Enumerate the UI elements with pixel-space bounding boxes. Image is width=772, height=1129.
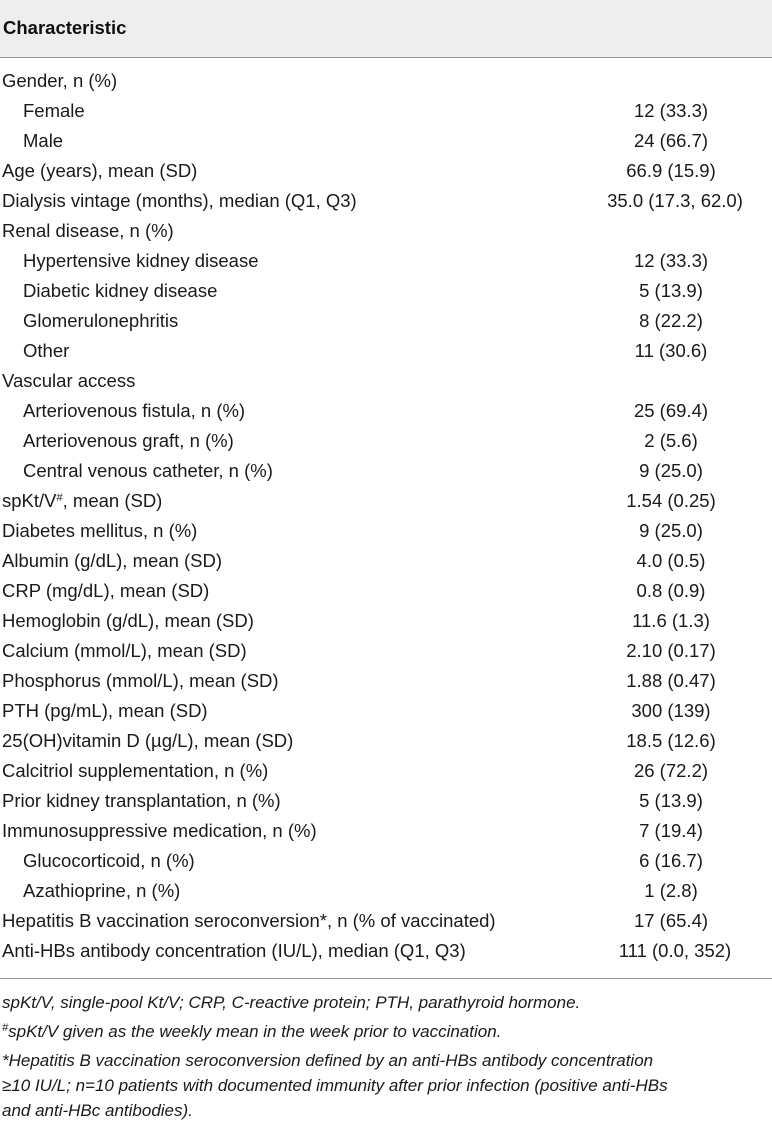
row-label-text: Age (years), mean (SD)	[2, 160, 198, 181]
footnote-hash-text: spKt/V given as the weekly mean in the week prior to vaccination.	[8, 1022, 502, 1041]
table-footnotes	[2, 990, 770, 1127]
row-label	[2, 940, 466, 962]
table-row	[0, 577, 772, 607]
row-label-text: Calcium (mmol/L), mean (SD)	[2, 640, 247, 661]
footnote-hash-mark: #	[2, 1022, 9, 1034]
row-value: 18.5 (12.6)	[626, 730, 716, 751]
row-value: 1.54 (0.25)	[626, 490, 716, 511]
row-label	[23, 880, 180, 902]
row-label-text: Dialysis vintage (months), median (Q1, Q3)	[2, 190, 357, 211]
row-value: 9 (25.0)	[639, 520, 703, 541]
table-row	[0, 187, 772, 217]
row-label-text: Arteriovenous graft, n (%)	[23, 430, 234, 451]
table-row	[0, 397, 772, 427]
row-label-text: Male	[23, 130, 64, 151]
row-label	[2, 70, 117, 92]
row-value: 11 (30.6)	[634, 340, 708, 361]
row-label	[23, 130, 63, 152]
table-row	[0, 157, 772, 187]
table-row	[0, 937, 772, 967]
table-row	[0, 247, 772, 277]
row-label	[23, 340, 69, 362]
table-row	[0, 877, 772, 907]
row-label-text: Glucocorticoid, n (%)	[23, 850, 195, 871]
footnote-abbreviations	[2, 990, 770, 1015]
row-value: 11.6 (1.3)	[632, 610, 710, 631]
table-row	[0, 907, 772, 937]
row-label	[23, 100, 85, 122]
row-value: 4.0 (0.5)	[636, 550, 706, 571]
row-label-text: Female	[23, 100, 85, 121]
row-label	[2, 490, 162, 512]
row-value: 12 (33.3)	[633, 250, 709, 271]
row-label-text: Immunosuppressive medication, n (%)	[2, 820, 317, 841]
table-body	[0, 67, 772, 967]
table-row	[0, 367, 772, 397]
row-label	[23, 400, 245, 422]
row-label	[2, 640, 247, 662]
row-label	[2, 760, 268, 782]
row-label-suffix: , mean (SD)	[62, 490, 163, 511]
row-label-text: Renal disease, n (%)	[2, 220, 174, 241]
row-label	[2, 550, 222, 572]
table-row	[0, 547, 772, 577]
row-label-text: Central venous catheter, n (%)	[23, 460, 273, 481]
row-value: 6 (16.7)	[639, 850, 703, 871]
row-label	[2, 190, 357, 212]
row-label	[2, 670, 279, 692]
row-value: 111 (0.0, 352)	[618, 940, 732, 961]
row-value: 2 (5.6)	[644, 430, 698, 451]
row-label	[2, 160, 197, 182]
row-label	[23, 460, 273, 482]
row-label	[23, 850, 195, 872]
row-value: 5 (13.9)	[639, 280, 703, 301]
row-label-text: Hemoglobin (g/dL), mean (SD)	[2, 610, 254, 631]
footnote-abbreviations-text: spKt/V, single-pool Kt/V; CRP, C-reactive protein; PTH, parathyroid hormone.	[2, 993, 581, 1012]
table-row	[0, 307, 772, 337]
row-label-text: Vascular access	[2, 370, 136, 391]
row-label-text: 25(OH)vitamin D (µg/L), mean (SD)	[2, 730, 294, 751]
table-header	[0, 0, 772, 58]
table-row	[0, 697, 772, 727]
row-label-text: Glomerulonephritis	[23, 310, 179, 331]
row-value: 0.8 (0.9)	[636, 580, 706, 601]
row-label	[2, 370, 135, 392]
table-row	[0, 97, 772, 127]
row-value: 26 (72.2)	[633, 760, 709, 781]
row-label	[2, 700, 208, 722]
table-row	[0, 457, 772, 487]
table-row	[0, 67, 772, 97]
row-value: 2.10 (0.17)	[626, 640, 716, 661]
row-value: 8 (22.2)	[639, 310, 703, 331]
row-label-text: Hepatitis B vaccination seroconversion*, n (% of vaccinated)	[2, 910, 496, 931]
table-row	[0, 757, 772, 787]
row-value: 24 (66.7)	[633, 130, 709, 151]
row-label	[2, 220, 174, 242]
row-label-text: PTH (pg/mL), mean (SD)	[2, 700, 208, 721]
table-row	[0, 127, 772, 157]
table-row	[0, 517, 772, 547]
row-label-text: Calcitriol supplementation, n (%)	[2, 760, 269, 781]
row-value: 300 (139)	[631, 700, 711, 721]
table-row	[0, 217, 772, 247]
table-row	[0, 727, 772, 757]
row-value: 17 (65.4)	[633, 910, 709, 931]
row-label	[2, 610, 254, 632]
row-value: 35.0 (17.3, 62.0)	[607, 190, 743, 211]
row-label	[2, 910, 496, 932]
row-label-text: Other	[23, 340, 70, 361]
row-label	[23, 250, 259, 272]
footnote-star-line-2: ≥10 IU/L; n=10 patients with documented immunity after prior infection (positive anti-HBs	[2, 1076, 668, 1095]
row-label	[2, 520, 197, 542]
table-row	[0, 847, 772, 877]
footnote-hash	[2, 1019, 770, 1044]
row-value: 25 (69.4)	[633, 400, 709, 421]
row-label-text: Phosphorus (mmol/L), mean (SD)	[2, 670, 279, 691]
row-label	[2, 730, 293, 752]
row-value: 7 (19.4)	[639, 820, 703, 841]
row-label	[2, 580, 209, 602]
row-label-text: CRP (mg/dL), mean (SD)	[2, 580, 210, 601]
table-row	[0, 787, 772, 817]
row-value: 12 (33.3)	[633, 100, 709, 121]
row-label-text: Azathioprine, n (%)	[23, 880, 181, 901]
footnote-star-line-3: and anti-HBc antibodies).	[2, 1101, 193, 1120]
table-row	[0, 487, 772, 517]
row-label-text: Diabetic kidney disease	[23, 280, 218, 301]
footnote-star	[2, 1048, 770, 1123]
row-label	[23, 280, 217, 302]
row-value: 1.88 (0.47)	[626, 670, 716, 691]
row-label	[2, 790, 281, 812]
row-label-text: spKt/V	[2, 490, 57, 511]
row-value: 9 (25.0)	[639, 460, 703, 481]
row-label-text: Gender, n (%)	[2, 70, 118, 91]
row-value: 66.9 (15.9)	[626, 160, 716, 181]
footnote-star-line-1: *Hepatitis B vaccination seroconversion defined by an anti-HBs antibody concentration	[2, 1051, 654, 1070]
row-value: 5 (13.9)	[639, 790, 703, 811]
footnote-marker: #	[56, 492, 63, 504]
row-label	[23, 310, 178, 332]
row-label-text: Albumin (g/dL), mean (SD)	[2, 550, 223, 571]
row-label-text: Hypertensive kidney disease	[23, 250, 259, 271]
row-label-text: Arteriovenous fistula, n (%)	[23, 400, 246, 421]
row-label-text: Diabetes mellitus, n (%)	[2, 520, 198, 541]
row-label	[2, 820, 317, 842]
table-row	[0, 667, 772, 697]
row-label	[23, 430, 234, 452]
table-row	[0, 337, 772, 367]
row-label-text: Anti-HBs antibody concentration (IU/L), median (Q1, Q3)	[2, 940, 466, 961]
column-header-characteristic: Characteristic	[3, 17, 127, 38]
table-row	[0, 427, 772, 457]
table-row	[0, 277, 772, 307]
row-value: 1 (2.8)	[644, 880, 698, 901]
table-row	[0, 817, 772, 847]
row-label-text: Prior kidney transplantation, n (%)	[2, 790, 281, 811]
table-bottom-rule	[0, 978, 772, 979]
table-row	[0, 607, 772, 637]
table-row	[0, 637, 772, 667]
